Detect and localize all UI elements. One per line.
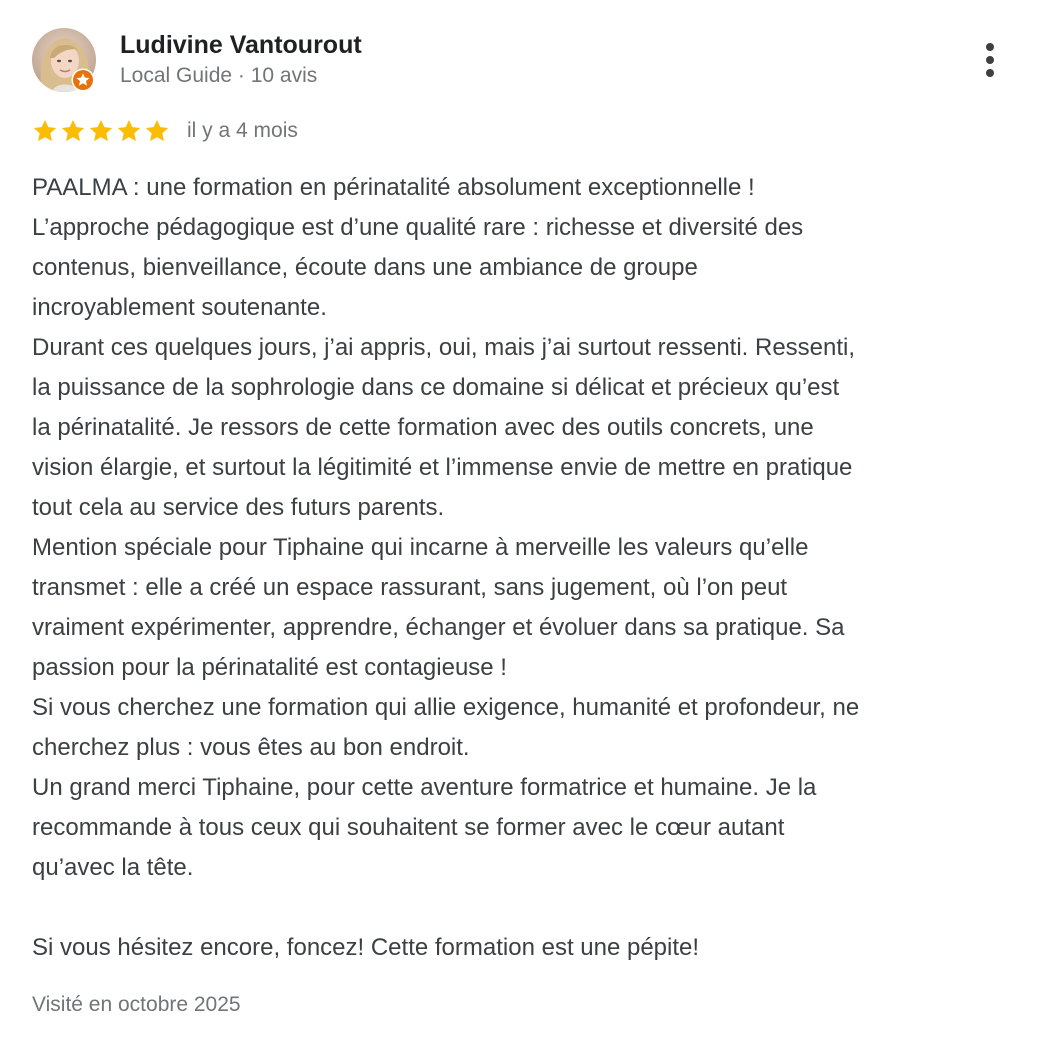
rating-row [32,116,298,146]
visit-info: Visité en octobre 2025 [32,993,241,1016]
review-text-line: Si vous hésitez encore, foncez! Cette formation est une pépite! [32,934,700,961]
review-text-line: Un grand merci Tiphaine, pour cette aventure formatrice et humaine. Je la [32,774,817,801]
review-text-line: tout cela au service des futurs parents. [32,494,445,521]
review-text-line: vraiment expérimenter, apprendre, échanger et évoluer dans sa pratique. Sa [32,614,845,641]
star-icon [144,118,170,144]
review-text-line: Durant ces quelques jours, j’ai appris, oui, mais j’ai surtout ressenti. Ressenti, [32,334,856,361]
review-text-line: recommande à tous ceux qui souhaitent se former avec le cœur autant [32,814,785,841]
review-text-line: passion pour la périnatalité est contagieuse ! [32,654,507,681]
review-text-line: Si vous cherchez une formation qui allie exigence, humanité et profondeur, ne [32,694,860,721]
review-text-line: cherchez plus : vous êtes au bon endroit. [32,734,470,761]
review-text-line: L’approche pédagogique est d’une qualité rare : richesse et diversité des [32,214,804,241]
more-vert-icon [985,42,995,78]
review-text-line: la périnatalité. Je ressors de cette formation avec des outils concrets, une [32,414,814,441]
review-date: il y a 4 mois [187,119,298,142]
paragraph-break [32,888,1017,928]
star-icon [116,118,142,144]
review-text-line: la puissance de la sophrologie dans ce domaine si délicat et précieux qu’est [32,374,840,401]
star-icon [32,118,58,144]
review-text-line: incroyablement soutenante. [32,294,327,321]
review-text-line: Mention spéciale pour Tiphaine qui incarne à merveille les valeurs qu’elle [32,534,809,561]
star-rating [32,118,170,144]
review-text-line: vision élargie, et surtout la légitimité et l’immense envie de mettre en pratique [32,454,853,481]
star-icon [88,118,114,144]
review-text-line: contenus, bienveillance, écoute dans une ambiance de groupe [32,254,698,281]
author-meta[interactable]: Local Guide · 10 avis [120,64,318,87]
more-options-button[interactable] [970,38,1010,82]
review-text-line: transmet : elle a créé un espace rassurant, sans jugement, où l’on peut [32,574,788,601]
local-guide-star-icon [71,68,95,92]
review-text-line: qu’avec la tête. [32,854,194,881]
review-text [32,168,1017,968]
star-icon [60,118,86,144]
author-name[interactable]: Ludivine Vantourout [120,31,362,59]
review-text-line: PAALMA : une formation en périnatalité absolument exceptionnelle ! [32,174,755,201]
avatar[interactable] [32,28,96,92]
